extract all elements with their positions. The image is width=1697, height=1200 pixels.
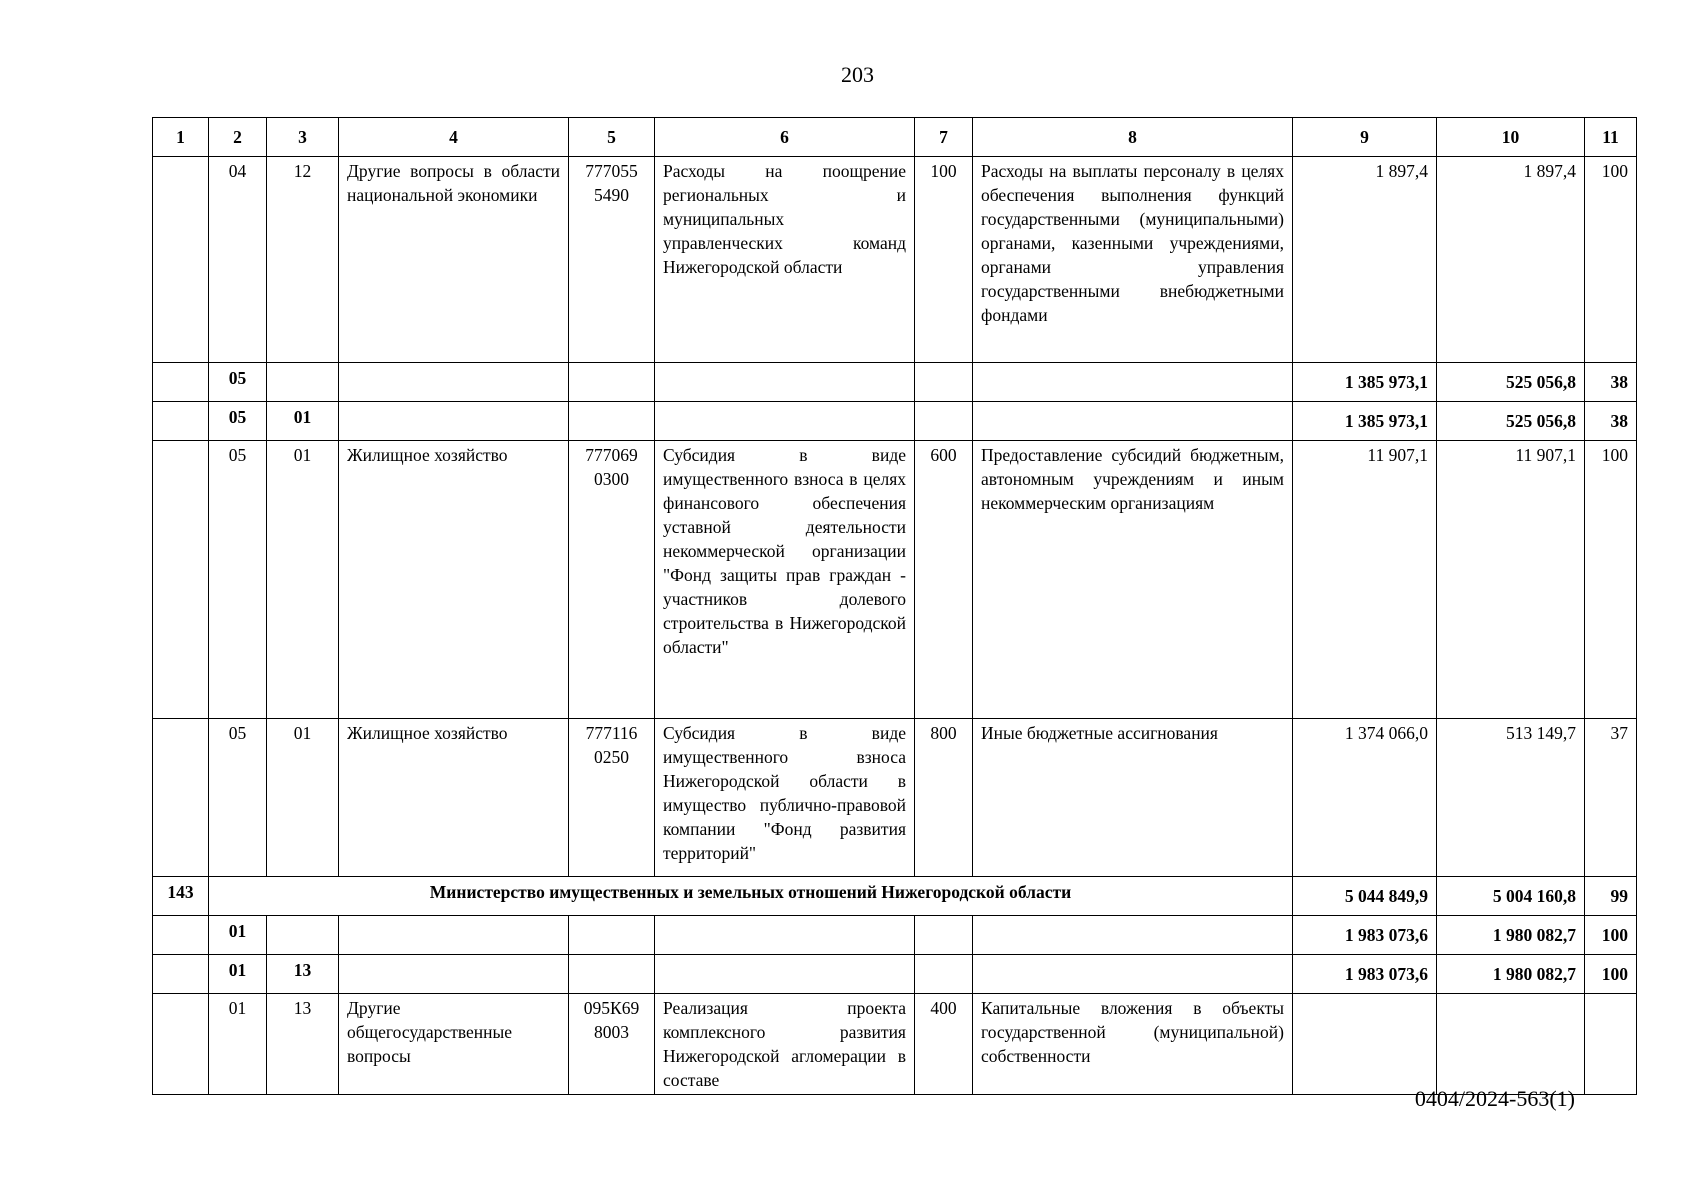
cell-subsection: 01 xyxy=(267,719,339,877)
cell-section: 05 xyxy=(209,719,267,877)
cell-planned: 5 044 849,9 xyxy=(1293,877,1437,916)
cell-admin xyxy=(153,402,209,441)
document-code: 0404/2024-563(1) xyxy=(1414,1086,1575,1111)
cell-executed: 1 980 082,7 xyxy=(1437,955,1585,994)
table-row xyxy=(153,719,1637,877)
page-number: 203 xyxy=(841,62,874,87)
cell-expense-code xyxy=(915,955,973,994)
cell-expense-name: Иные бюджетные ассигнования xyxy=(973,719,1293,877)
cell-expense-name xyxy=(973,402,1293,441)
cell-section: 01 xyxy=(209,994,267,1095)
cell-section: 05 xyxy=(209,363,267,402)
cell-expense-code xyxy=(915,402,973,441)
cell-subsection xyxy=(267,916,339,955)
cell-expense-code: 400 xyxy=(915,994,973,1095)
cell-expense-code xyxy=(915,363,973,402)
cell-target-code xyxy=(569,916,655,955)
column-header: 9 xyxy=(1293,118,1437,157)
table-row xyxy=(153,363,1637,402)
cell-target-name: Расходы на поощрение региональных и муниципальных управленческих команд Нижегородской области xyxy=(655,157,915,363)
cell-target-code: 777055 5490 xyxy=(569,157,655,363)
column-header: 2 xyxy=(209,118,267,157)
cell-expense-code xyxy=(915,916,973,955)
cell-percent: 100 xyxy=(1585,955,1637,994)
cell-target-name xyxy=(655,363,915,402)
cell-section: 04 xyxy=(209,157,267,363)
cell-subsection: 12 xyxy=(267,157,339,363)
column-header: 11 xyxy=(1585,118,1637,157)
cell-planned: 1 385 973,1 xyxy=(1293,402,1437,441)
cell-target-code xyxy=(569,955,655,994)
table-row xyxy=(153,916,1637,955)
cell-percent: 99 xyxy=(1585,877,1637,916)
cell-expense-name xyxy=(973,916,1293,955)
cell-expense-name: Капитальные вложения в объекты государственной (муниципальной) собственности xyxy=(973,994,1293,1095)
cell-section-name xyxy=(339,363,569,402)
cell-section-name xyxy=(339,916,569,955)
cell-target-name xyxy=(655,916,915,955)
cell-percent: 100 xyxy=(1585,441,1637,719)
cell-expense-name: Расходы на выплаты персоналу в целях обеспечения выполнения функций государственными (муниципальными) органами, казенными учреждениями, органами управления государственными внебюджетными фондами xyxy=(973,157,1293,363)
table-row xyxy=(153,157,1637,363)
cell-section-name: Другие общегосударственные вопросы xyxy=(339,994,569,1095)
cell-target-code xyxy=(569,402,655,441)
cell-subsection: 01 xyxy=(267,402,339,441)
cell-percent: 100 xyxy=(1585,916,1637,955)
cell-percent: 100 xyxy=(1585,157,1637,363)
cell-executed: 525 056,8 xyxy=(1437,363,1585,402)
cell-target-name xyxy=(655,955,915,994)
cell-section-name: Жилищное хозяйство xyxy=(339,719,569,877)
cell-admin: 143 xyxy=(153,877,209,916)
cell-expense-name xyxy=(973,955,1293,994)
table-header-row xyxy=(153,118,1637,157)
cell-executed: 5 004 160,8 xyxy=(1437,877,1585,916)
cell-target-name: Субсидия в виде имущественного взноса Нижегородской области в имущество публично-правовой компании "Фонд развития территорий" xyxy=(655,719,915,877)
cell-section: 01 xyxy=(209,955,267,994)
cell-executed: 525 056,8 xyxy=(1437,402,1585,441)
cell-admin xyxy=(153,441,209,719)
cell-percent: 38 xyxy=(1585,402,1637,441)
cell-percent xyxy=(1585,994,1637,1095)
cell-expense-code: 600 xyxy=(915,441,973,719)
cell-planned: 1 897,4 xyxy=(1293,157,1437,363)
cell-target-name: Субсидия в виде имущественного взноса в целях финансового обеспечения уставной деятельности некоммерческой организации "Фонд защиты прав граждан - участников долевого строительства в Нижегородской области" xyxy=(655,441,915,719)
cell-planned: 11 907,1 xyxy=(1293,441,1437,719)
cell-admin xyxy=(153,157,209,363)
cell-planned: 1 983 073,6 xyxy=(1293,916,1437,955)
table-row xyxy=(153,955,1637,994)
cell-admin xyxy=(153,719,209,877)
column-header: 1 xyxy=(153,118,209,157)
cell-subsection: 01 xyxy=(267,441,339,719)
column-header: 10 xyxy=(1437,118,1585,157)
table-row xyxy=(153,402,1637,441)
cell-target-code: 095К69 8003 xyxy=(569,994,655,1095)
cell-section: 05 xyxy=(209,402,267,441)
cell-executed: 11 907,1 xyxy=(1437,441,1585,719)
cell-admin xyxy=(153,955,209,994)
cell-expense-code: 100 xyxy=(915,157,973,363)
cell-subsection: 13 xyxy=(267,955,339,994)
cell-admin xyxy=(153,916,209,955)
cell-subsection: 13 xyxy=(267,994,339,1095)
table-row xyxy=(153,877,1637,916)
column-header: 4 xyxy=(339,118,569,157)
cell-admin xyxy=(153,994,209,1095)
cell-planned: 1 385 973,1 xyxy=(1293,363,1437,402)
ministry-name: Министерство имущественных и земельных отношений Нижегородской области xyxy=(209,877,1293,916)
column-header: 5 xyxy=(569,118,655,157)
cell-expense-name: Предоставление субсидий бюджетным, автономным учреждениям и иным некоммерческим организациям xyxy=(973,441,1293,719)
cell-section: 05 xyxy=(209,441,267,719)
cell-executed: 513 149,7 xyxy=(1437,719,1585,877)
cell-planned xyxy=(1293,994,1437,1095)
cell-executed: 1 897,4 xyxy=(1437,157,1585,363)
cell-target-code: 777069 0300 xyxy=(569,441,655,719)
cell-expense-code: 800 xyxy=(915,719,973,877)
cell-section: 01 xyxy=(209,916,267,955)
cell-expense-name xyxy=(973,363,1293,402)
column-header: 6 xyxy=(655,118,915,157)
cell-section-name xyxy=(339,402,569,441)
cell-target-name: Реализация проекта комплексного развития Нижегородской агломерации в составе xyxy=(655,994,915,1095)
cell-section-name xyxy=(339,955,569,994)
cell-subsection xyxy=(267,363,339,402)
budget-table xyxy=(152,117,1637,1095)
column-header: 7 xyxy=(915,118,973,157)
cell-planned: 1 374 066,0 xyxy=(1293,719,1437,877)
cell-section-name: Жилищное хозяйство xyxy=(339,441,569,719)
cell-target-code: 777116 0250 xyxy=(569,719,655,877)
cell-executed: 1 980 082,7 xyxy=(1437,916,1585,955)
cell-executed xyxy=(1437,994,1585,1095)
column-header: 8 xyxy=(973,118,1293,157)
cell-section-name: Другие вопросы в области национальной экономики xyxy=(339,157,569,363)
cell-planned: 1 983 073,6 xyxy=(1293,955,1437,994)
cell-admin xyxy=(153,363,209,402)
column-header: 3 xyxy=(267,118,339,157)
table-row xyxy=(153,441,1637,719)
table-row xyxy=(153,994,1637,1095)
cell-percent: 37 xyxy=(1585,719,1637,877)
cell-target-code xyxy=(569,363,655,402)
cell-percent: 38 xyxy=(1585,363,1637,402)
cell-target-name xyxy=(655,402,915,441)
